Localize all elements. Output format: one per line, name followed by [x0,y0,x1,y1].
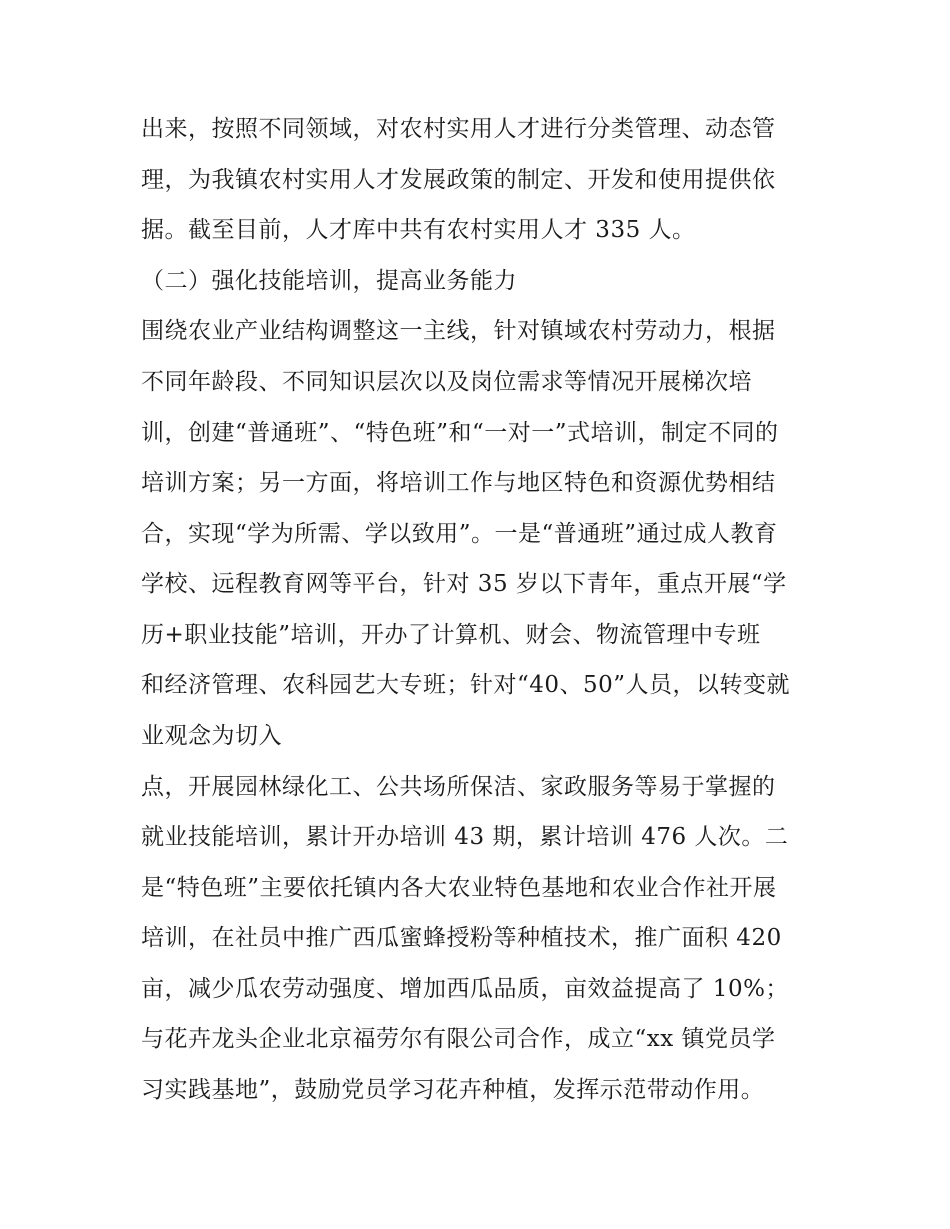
paragraph-line: 围绕农业产业结构调整这一主线，针对镇域农村劳动力，根据 [141,318,776,344]
paragraph-line: 亩，减少瓜农劳动强度、增加西瓜品质，亩效益提高了 10%； [141,976,789,1002]
paragraph-line: 训，创建“普通班”、“特色班”和“一对一”式培训，制定不同的 [141,420,779,446]
paragraph-line: 合，实现“学为所需、学以致用”。一是“普通班”通过成人教育 [141,521,778,547]
section-heading: （二）强化技能培训，提高业务能力 [141,268,517,294]
paragraph-line: 就业技能培训，累计开办培训 43 期，累计培训 476 人次。二 [141,824,789,850]
paragraph-line: 理，为我镇农村实用人才发展政策的制定、开发和使用提供依 [141,167,776,193]
paragraph-line: 是“特色班”主要依托镇内各大农业特色基地和农业合作社开展 [141,875,777,901]
paragraph-line: 培训，在社员中推广西瓜蜜蜂授粉等种植技术，推广面积 420 [141,925,782,951]
paragraph-line: 点，开展园林绿化工、公共场所保洁、家政服务等易于掌握的 [141,774,776,800]
paragraph-line: 出来，按照不同领域，对农村实用人才进行分类管理、动态管 [141,116,776,142]
paragraph-line: 据。截至目前，人才库中共有农村实用人才 335 人。 [141,217,696,243]
paragraph-line: 习实践基地”，鼓励党员学习花卉种植，发挥示范带动作用。 [141,1077,765,1103]
paragraph-line: 和经济管理、农科园艺大专班；针对“40、50”人员，以转变就 [141,672,791,698]
paragraph-line: 培训方案；另一方面，将培训工作与地区特色和资源优势相结 [141,470,776,496]
paragraph-line: 与花卉龙头企业北京福劳尔有限公司合作，成立“xx 镇党员学 [141,1026,776,1052]
paragraph-line: 学校、远程教育网等平台，针对 35 岁以下青年，重点开展“学 [141,571,787,597]
paragraph-line: 业观念为切入 [141,723,282,749]
paragraph-line: 不同年龄段、不同知识层次以及岗位需求等情况开展梯次培 [141,369,752,395]
paragraph-line: 历+职业技能”培训，开办了计算机、财会、物流管理中专班 [141,622,761,648]
